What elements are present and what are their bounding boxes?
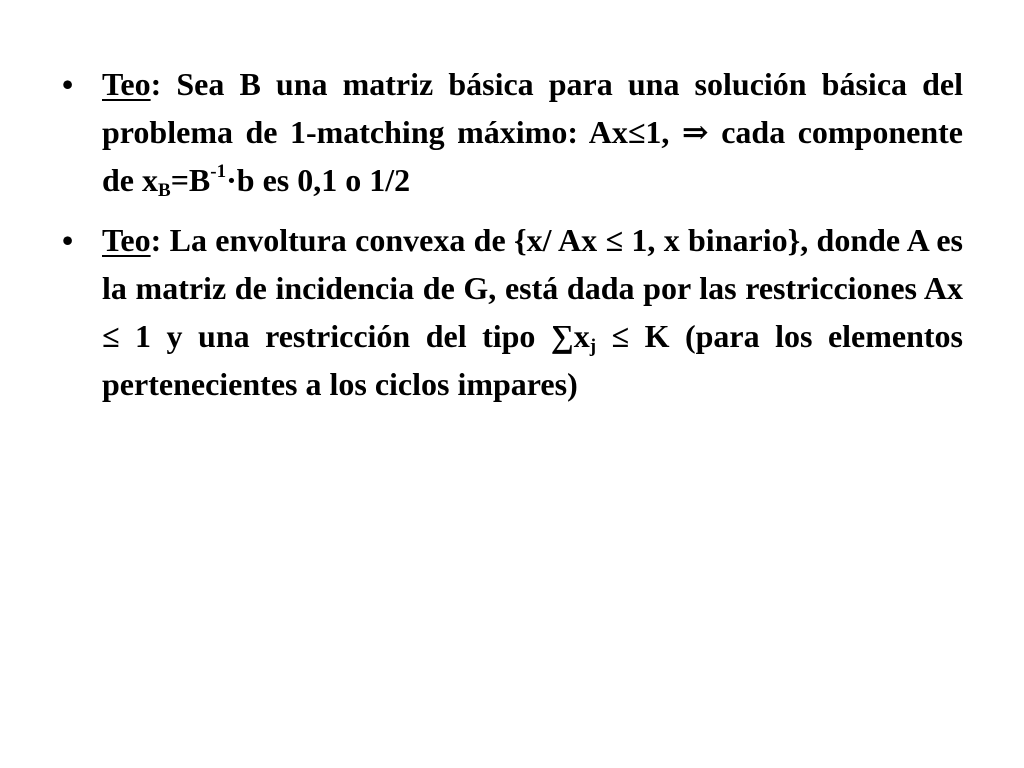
theorem-label: Teo (102, 222, 151, 258)
bullet-icon: • (62, 222, 74, 258)
theorem-text: ·b es 0,1 o 1/2 (226, 162, 411, 198)
subscript: j (589, 336, 597, 357)
subscript: B (158, 180, 171, 201)
theorem-separator: : (150, 222, 170, 258)
theorem-text: Sea B una matriz básica para una solución básica del problema de 1-matching máximo: Ax≤1, ⇒ cada componente de x (102, 66, 964, 198)
theorem-text: =B (170, 162, 211, 198)
theorem-bullet-1 (62, 60, 963, 204)
theorem-label: Teo (102, 66, 151, 102)
theorem-text: La envoltura convexa de {x/ Ax ≤ 1, x binario}, donde A es la matriz de incidencia de G, está dada por las restricciones Ax ≤ 1 y una restricción del tipo ∑x (102, 222, 964, 354)
theorem-bullet-2 (62, 216, 963, 408)
superscript: -1 (210, 161, 227, 182)
theorem-separator: : (150, 66, 177, 102)
bullet-icon: • (62, 66, 74, 102)
bullet-list (62, 60, 963, 420)
theorem-text: ≤ K (para los elementos pertenecientes a los ciclos impares) (102, 318, 964, 402)
